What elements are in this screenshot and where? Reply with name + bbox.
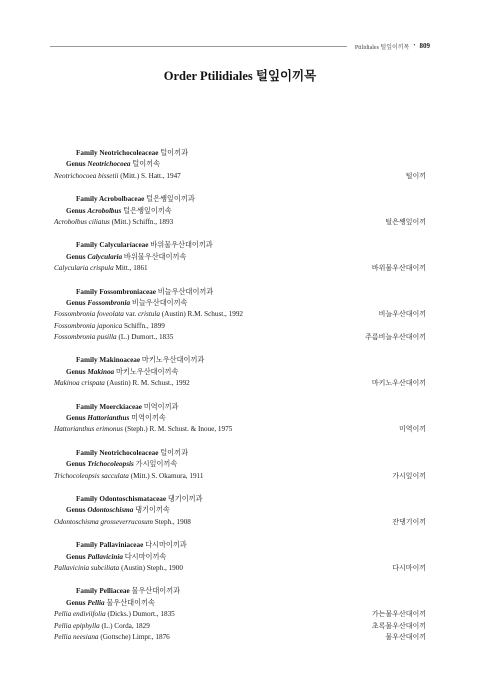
species-name: Trichocoleopsis sacculata [54,471,129,480]
species-row [54,471,426,482]
species-author: (Mitt.) S. Hatt., 1947 [120,171,181,180]
family-line [54,448,426,459]
header-rule [50,46,347,47]
genus-name: Pallavicinia [87,552,123,561]
family-label: Family [76,494,98,503]
species-korean-name: 털은쌩잎이끼 [385,217,426,226]
species-row [54,378,426,389]
species-entry [54,171,181,182]
species-name: Fossombronia pusilla [54,333,117,342]
genus-label: Genus [66,552,86,561]
genus-line [54,459,426,470]
family-korean-name: 마키노우산대이끼과 [141,356,205,365]
species-author: (Dicks.) Dumort., 1835 [107,610,175,619]
family-line [54,494,426,505]
family-korean-name: 비늘우산대이끼과 [157,287,214,296]
family-label: Family [76,541,98,550]
species-entry [54,263,148,274]
family-name: Makinoaceae [99,356,141,365]
family-label: Family [76,195,98,204]
family-label: Family [76,448,98,457]
species-author: Steph., 1908 [154,517,191,526]
genus-name: Acrobolbus [87,206,122,215]
family-name: Neotrichocoleaceae [99,149,159,157]
species-entry [54,563,183,574]
species-entry [54,471,203,482]
family-label: Family [76,149,98,157]
species-author: Mitt., 1861 [115,264,148,273]
species-name: Makinoa crispata [54,379,105,388]
genus-name: Fossombronia [87,298,131,307]
family-block [54,494,426,528]
family-korean-name: 미역이끼과 [143,402,179,411]
species-author: (Mitt.) Schiffn., 1893 [111,217,174,226]
genus-line [54,159,426,170]
genus-label: Genus [66,506,86,515]
species-name: Pellia neesiana [54,632,99,641]
family-line [54,240,426,251]
variety-label: var. [125,310,137,319]
family-korean-name: 털이끼과 [160,448,189,457]
species-entry [54,517,191,528]
family-korean-name: 댕기이끼과 [167,494,203,503]
running-title: Ptilidiales 털잎이끼목 [354,44,410,51]
family-label: Family [76,287,98,296]
species-name: Fossombronia japonica [54,321,123,330]
species-entry [54,321,165,332]
genus-name: Neotrichocoea [87,160,131,169]
genus-line [54,552,426,563]
species-row [54,424,426,435]
species-entry [54,378,190,389]
species-name: Fossombronia foveolata [54,310,124,319]
genus-line [54,367,426,378]
genus-line [54,413,426,424]
species-korean-name: 다시마이끼 [392,563,426,572]
species-row [54,621,426,632]
genus-line [54,505,426,516]
species-name: Odontoschisma grosseverrucosum [54,517,153,526]
species-korean-name: 바위물우산대이끼 [371,264,426,273]
variety-name: cristula [137,310,160,319]
genus-name: Pellia [87,598,105,607]
genus-korean-name: 댕기이끼속 [135,506,170,515]
species-korean-name: 비늘우산대이끼 [378,310,426,319]
genus-name: Hattorianthus [87,414,130,423]
species-author: (Steph.) R. M. Schust. & Inoue, 1975 [124,425,233,434]
genus-line [54,298,426,309]
family-name: Fossombroniaceae [99,287,156,296]
family-korean-name: 털은쌩잎이끼과 [146,195,195,204]
family-label: Family [76,587,98,596]
species-korean-name: 털이끼 [405,171,426,180]
family-name: Pallaviniaceae [99,541,144,550]
species-korean-name: 잔댕기이끼 [392,517,426,526]
genus-line [54,206,426,217]
genus-korean-name: 마키노우산대이끼속 [115,367,179,376]
species-row [54,609,426,620]
page-number: 809 [419,42,430,50]
genus-korean-name: 털이끼속 [132,160,161,169]
family-name: Moerckiaceae [99,402,142,411]
species-author: (L.) Dumort., 1835 [118,333,174,342]
species-name: Hattorianthus erimonus [54,425,123,434]
species-entry [54,609,175,620]
genus-label: Genus [66,206,86,215]
family-korean-name: 다시마이끼과 [145,541,187,550]
genus-korean-name: 털은쌩잎이끼속 [123,206,172,215]
family-label: Family [76,241,98,250]
species-korean-name: 초록물우산대이끼 [371,621,426,630]
species-entry [54,217,173,228]
genus-label: Genus [66,598,86,607]
species-row [54,263,426,274]
species-entry [54,332,173,343]
family-line [54,540,426,551]
species-name: Neotrichocoea bissetii [54,171,119,180]
family-korean-name: 물우산대이끼과 [131,587,181,596]
family-block [54,355,426,389]
family-block [54,240,426,274]
species-korean-name: 물우산대이끼 [385,632,426,641]
family-block [54,287,426,344]
species-author: Schiffn., 1899 [124,321,165,330]
species-row [54,217,426,228]
species-author: (Austin) R. M. Schust., 1992 [106,379,190,388]
species-entry [54,632,170,643]
genus-label: Genus [66,414,86,423]
family-block [54,540,426,574]
family-block [54,586,426,643]
genus-line [54,252,426,263]
genus-name: Trichocoleopsis [87,460,134,469]
genus-korean-name: 바위물우산대이끼속 [123,252,187,261]
family-name: Neotrichocoleaceae [99,448,159,457]
species-row [54,563,426,574]
family-label: Family [76,356,98,365]
species-author: (Gottsche) Limpr., 1876 [100,632,170,641]
species-row [54,517,426,528]
species-korean-name: 가시잎이끼 [392,471,426,480]
genus-korean-name: 가시잎이끼속 [135,460,178,469]
genus-line [54,598,426,609]
species-name: Acrobolbus ciliatus [54,217,110,226]
genus-label: Genus [66,367,86,376]
family-name: Pelliaceae [99,587,130,596]
family-line [54,287,426,298]
species-korean-name: 마키노우산대이끼 [371,379,426,388]
family-block [54,402,426,436]
family-line [54,148,426,159]
header-bullet-icon: • [413,43,416,49]
taxonomy-list [54,148,426,655]
species-author: (L.) Corda, 1829 [101,621,150,630]
species-korean-name: 가는물우산대이끼 [371,610,426,619]
species-row [54,332,426,343]
family-korean-name: 털이끼과 [160,149,189,157]
page-title: Order Ptilidiales 털잎이끼목 [163,69,317,83]
genus-name: Odontoschisma [87,506,134,515]
species-entry [54,424,232,435]
species-row [54,171,426,182]
species-name: Calycularia crispula [54,264,114,273]
species-korean-name: 미역이끼 [398,425,426,434]
genus-label: Genus [66,252,86,261]
species-row [54,632,426,643]
genus-label: Genus [66,160,86,169]
species-row [54,309,426,320]
species-author: (Mitt.) S. Okamura, 1911 [130,471,204,480]
family-block [54,148,426,182]
genus-name: Makinoa [87,367,115,376]
family-korean-name: 바위물우산대이끼과 [150,241,213,250]
running-header [50,40,430,52]
genus-label: Genus [66,460,86,469]
genus-korean-name: 물우산대이끼속 [106,598,155,607]
family-name: Odontoschismataceae [99,494,167,503]
family-label: Family [76,402,98,411]
species-entry [54,621,150,632]
family-name: Calycularíaceae [99,241,149,250]
family-line [54,402,426,413]
family-line [54,355,426,366]
species-name: Pellia epiphylla [54,621,100,630]
family-line [54,586,426,597]
genus-korean-name: 비늘우산대이끼속 [131,298,188,307]
family-block [54,194,426,228]
species-entry [54,309,243,320]
species-author: (Austin) Steph., 1900 [121,563,183,572]
species-row [54,321,426,332]
genus-name: Calycularia [87,252,123,261]
species-name: Pellia endiviifolia [54,610,106,619]
genus-label: Genus [66,298,86,307]
family-name: Acrobolbaceae [98,195,145,204]
family-line [54,194,426,205]
family-block [54,448,426,482]
genus-korean-name: 다시마이끼속 [124,552,167,561]
species-name: Pallavicinia subciliata [54,563,120,572]
species-author: (Austin) R.M. Schust., 1992 [161,310,244,319]
species-korean-name: 주름비늘우산대이끼 [365,333,426,342]
genus-korean-name: 미역이끼속 [131,414,166,423]
